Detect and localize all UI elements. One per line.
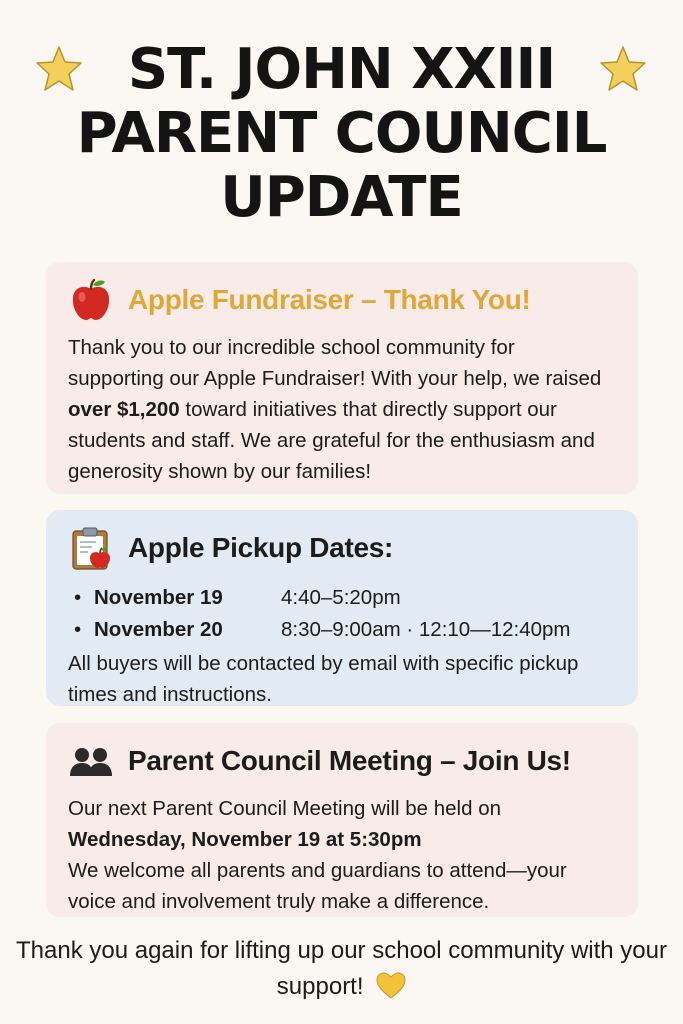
pickup-time: 4:40–5:20pm bbox=[281, 586, 401, 609]
meeting-header bbox=[68, 737, 616, 785]
title-line-2: PARENT COUNCIL bbox=[76, 101, 607, 166]
pickup-note: All buyers will be contacted by email with specific pickup times and instructions. bbox=[68, 652, 579, 706]
fundraiser-text bbox=[68, 332, 616, 487]
apple-icon bbox=[68, 277, 114, 323]
meeting-intro: Our next Parent Council Meeting will be held on bbox=[68, 797, 502, 820]
meeting-title: Parent Council Meeting – Join Us! bbox=[128, 745, 571, 776]
clipboard-apple-icon bbox=[68, 525, 114, 571]
page-title bbox=[0, 38, 683, 230]
pickup-date-list bbox=[68, 582, 616, 646]
yellow-heart-icon bbox=[376, 972, 406, 1000]
meeting-date-time: Wednesday, November 19 at 5:30pm bbox=[68, 828, 422, 851]
fundraiser-title: Apple Fundraiser – Thank You! bbox=[128, 284, 531, 315]
meeting-invite: We welcome all parents and guardians to attend—your voice and involvement truly make a difference. bbox=[68, 859, 567, 913]
bullet: • bbox=[74, 618, 82, 641]
fundraiser-text-start: Thank you to our incredible school community for supporting our Apple Fundraiser! With your help, we raised bbox=[68, 336, 602, 390]
list-item bbox=[68, 582, 616, 614]
title-line-1: ST. JOHN XXIII bbox=[127, 37, 556, 102]
footer-text: Thank you again for lifting up our school community with your support! bbox=[16, 937, 667, 1000]
fundraiser-amount: over $1,200 bbox=[68, 398, 180, 421]
pickup-card bbox=[46, 510, 638, 706]
pickup-date: November 20 bbox=[94, 618, 223, 641]
meeting-text bbox=[68, 793, 616, 917]
pickup-title: Apple Pickup Dates: bbox=[128, 532, 394, 563]
pickup-header bbox=[68, 524, 616, 572]
title-line-3: UPDATE bbox=[220, 165, 463, 230]
meeting-card bbox=[46, 723, 638, 917]
fundraiser-header bbox=[68, 276, 616, 324]
footer-message bbox=[0, 933, 683, 1005]
fundraiser-card bbox=[46, 262, 638, 494]
list-item bbox=[68, 614, 616, 646]
pickup-time: 8:30–9:00am · 12:10—12:40pm bbox=[281, 618, 571, 641]
bullet: • bbox=[74, 586, 82, 609]
people-icon bbox=[68, 738, 114, 784]
pickup-date: November 19 bbox=[94, 586, 223, 609]
fundraiser-text-end: toward initiatives that directly support our students and staff. We are grateful for the enthusiasm and generosity shown by our families! bbox=[68, 398, 595, 483]
